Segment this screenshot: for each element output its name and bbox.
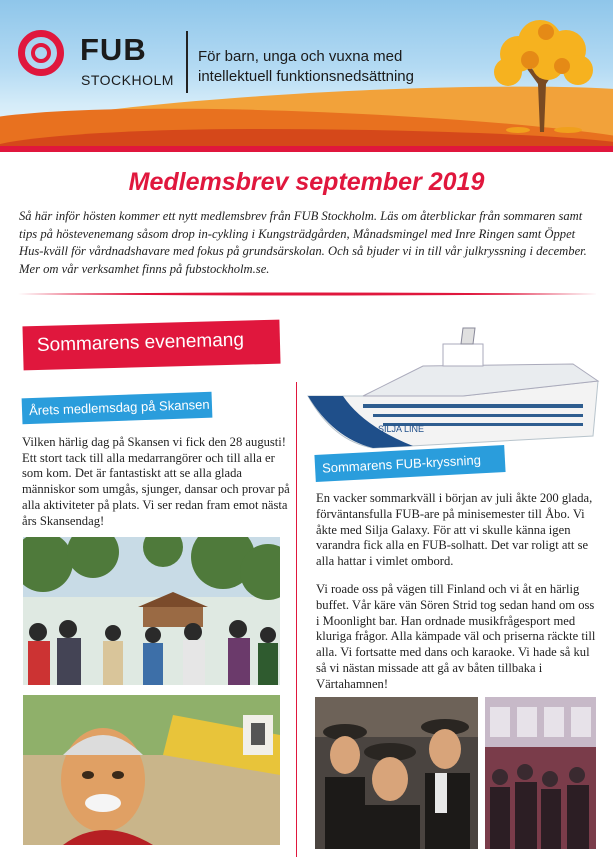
kryssning-paragraph-2: Vi roade oss på vägen till Finland och vi åt en härlig buffet. Vår käre vän Sören Strid tog sedan hand om oss i Moonlight bar. Han ordnade musikfrågesport med kluriga frågor. Alla kämpade väl och priserna räckte till alla. Vi fortsatte med dans och karaoke. Vi hade så kul så vi nästan missade att gå av båten tillbaka i Värtahamnen! (316, 582, 596, 691)
kryssning-subheading: Sommarens FUB-kryssning (321, 452, 482, 476)
column-divider (296, 382, 297, 857)
hats-group-photo (315, 697, 478, 849)
kryssning-subheading-tag (314, 445, 505, 482)
divider-swoosh (18, 291, 598, 297)
logo-subtitle: STOCKHOLM (81, 72, 174, 88)
page-title: Medlemsbrev september 2019 (128, 168, 485, 196)
ship-bar-photo (485, 697, 596, 849)
skansen-subheading-tag (22, 392, 213, 425)
ship-name-label: SILJA LINE (378, 424, 425, 434)
logo-wordmark: FUB (80, 32, 147, 67)
fub-logo-icon (18, 30, 64, 76)
skansen-paragraph: Vilken härlig dag på Skansen vi fick den 28 augusti! Ett stort tack till alla medarrangörer och till alla er som kom. Det är fantastiskt att se alla glada människor som umgås, sjunger, dansar och provar på alla aktiviteter på plats. Vi ser redan fram emot nästa års Skansendag! (22, 435, 290, 528)
skansen-subheading: Årets medlemsdag på Skansen (28, 396, 210, 419)
kryssning-paragraph-1: En vacker sommarkväll i början av juli åkte 200 glada, förväntansfulla FUB-are på minisemester till Åbo. Vi åkte med Silja Galaxy. För att vi skulle känna igen varandra fick alla en FUB-solhatt. Det var roligt att se alla hattar i vimlet ombord. (316, 491, 593, 569)
header-rule (0, 146, 613, 152)
face-paint-photo (23, 695, 280, 845)
intro-paragraph: Så här inför hösten kommer ett nytt medlemsbrev från FUB Stockholm. Läs om återblickar från sommaren samt tips på höstevenemang såsom drop in-cykling i Kungsträdgården, Månadsmingel med Inre Ringen samt Öppet Hus-kväll för vårdnadshavare med fokus på grundsärskolan. Och så bjuder vi in till vår julkryssning i december. Mer om vår verksamhet finns på fubstockholm.se. (19, 209, 587, 276)
autumn-tree-illustration (478, 14, 608, 134)
logo-divider (186, 31, 188, 93)
tagline: För barn, unga och vuxna med intellektuell funktionsnedsättning (198, 48, 414, 85)
section-heading-banner (22, 320, 280, 371)
silja-ship-illustration (303, 326, 603, 450)
section-heading: Sommarens evenemang (36, 329, 245, 356)
skansen-crowd-photo (23, 537, 280, 685)
